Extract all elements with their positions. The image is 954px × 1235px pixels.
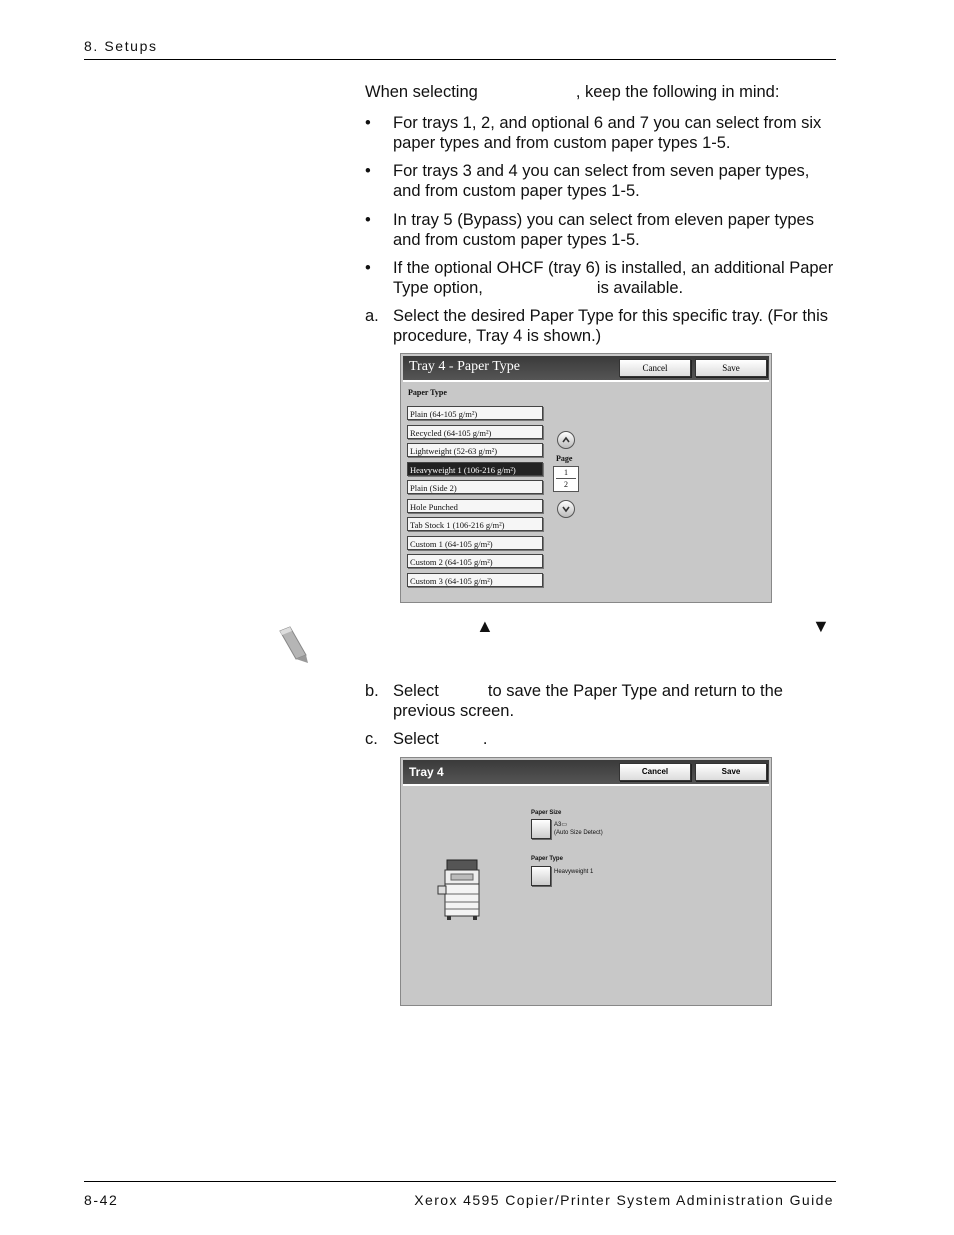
intro-before: When selecting bbox=[365, 83, 478, 101]
intro-paragraph bbox=[365, 82, 835, 102]
paper-type-value: Heavyweight 1 bbox=[554, 869, 594, 875]
step-text-before: Select bbox=[393, 682, 439, 700]
bullet-item-3 bbox=[365, 210, 837, 250]
step-text-after: . bbox=[482, 730, 488, 748]
save-button[interactable]: Save bbox=[695, 763, 767, 781]
paper-size-text: A3▭ bbox=[554, 822, 568, 828]
paper-size-value bbox=[554, 821, 603, 837]
down-arrow-icon: ▼ bbox=[812, 616, 830, 636]
paper-type-option[interactable]: Custom 1 (64-105 g/m²) bbox=[407, 536, 543, 550]
screen-titlebar bbox=[403, 760, 769, 786]
cancel-button[interactable]: Cancel bbox=[619, 359, 691, 377]
page-total: 2 bbox=[564, 480, 568, 489]
paper-type-option[interactable]: Plain (Side 2) bbox=[407, 480, 543, 494]
page-label: Page bbox=[556, 454, 573, 463]
page-down-button[interactable] bbox=[557, 500, 575, 518]
screen-title: Tray 4 - Paper Type bbox=[409, 359, 521, 374]
tray-settings-screen bbox=[400, 757, 772, 1006]
paper-type-option[interactable]: Recycled (64-105 g/m²) bbox=[407, 425, 543, 439]
bullet-marker: • bbox=[365, 114, 371, 132]
cancel-button[interactable]: Cancel bbox=[619, 763, 691, 781]
footer-title: Xerox 4595 Copier/Printer System Administration Guide bbox=[414, 1192, 834, 1208]
page-indicator bbox=[553, 466, 579, 492]
step-b bbox=[365, 681, 837, 721]
step-text-before: Select bbox=[393, 730, 439, 748]
paper-size-button[interactable] bbox=[531, 819, 551, 839]
note-pencil-icon bbox=[276, 625, 310, 665]
intro-after: , keep the following in mind: bbox=[575, 83, 780, 101]
header-rule bbox=[84, 59, 836, 60]
bullet-item-2 bbox=[365, 161, 837, 201]
paper-type-option[interactable]: Tab Stock 1 (106-216 g/m²) bbox=[407, 517, 543, 531]
paper-type-option[interactable]: Custom 3 (64-105 g/m²) bbox=[407, 573, 543, 587]
paper-type-button[interactable] bbox=[531, 866, 551, 886]
screen-title: Tray 4 bbox=[409, 765, 444, 779]
step-c bbox=[365, 729, 837, 749]
running-header: 8. Setups bbox=[84, 38, 158, 54]
page-number: 8-42 bbox=[84, 1192, 119, 1208]
bullet-marker: • bbox=[365, 259, 371, 277]
save-button[interactable]: Save bbox=[695, 359, 767, 377]
chevron-up-icon bbox=[561, 435, 571, 445]
footer-rule bbox=[84, 1181, 836, 1182]
printer-icon bbox=[437, 856, 487, 922]
step-marker: a. bbox=[365, 307, 379, 325]
paper-type-option[interactable]: Custom 2 (64-105 g/m²) bbox=[407, 554, 543, 568]
step-a bbox=[365, 306, 837, 346]
paper-type-label: Paper Type bbox=[531, 856, 563, 862]
step-marker: c. bbox=[365, 730, 378, 748]
step-marker: b. bbox=[365, 682, 379, 700]
up-arrow-icon: ▲ bbox=[476, 616, 494, 636]
bullet-text-after: is available. bbox=[596, 279, 684, 297]
page-up-button[interactable] bbox=[557, 431, 575, 449]
paper-type-option[interactable]: Plain (64-105 g/m²) bbox=[407, 406, 543, 420]
bullet-item-4 bbox=[365, 258, 837, 298]
page-current: 1 bbox=[564, 468, 568, 477]
paper-type-option[interactable]: Lightweight (52-63 g/m²) bbox=[407, 443, 543, 457]
bullet-text-before: If the optional OHCF (tray 6) is installed, an additional Paper Type option, bbox=[393, 259, 834, 297]
paper-type-screen bbox=[400, 353, 772, 603]
paper-type-option-selected[interactable]: Heavyweight 1 (106-216 g/m²) bbox=[407, 462, 543, 476]
bullet-text: In tray 5 (Bypass) you can select from eleven paper types and from custom paper types 1-5. bbox=[393, 211, 814, 249]
paper-size-label: Paper Size bbox=[531, 810, 562, 816]
bullet-item-1 bbox=[365, 113, 837, 153]
bullet-marker: • bbox=[365, 211, 371, 229]
screen-titlebar bbox=[403, 356, 769, 382]
chevron-down-icon bbox=[561, 504, 571, 514]
bullet-text: For trays 1, 2, and optional 6 and 7 you can select from six paper types and from custom paper types 1-5. bbox=[393, 114, 822, 152]
step-text-after: to save the Paper Type and return to the previous screen. bbox=[393, 682, 783, 720]
paper-size-subtext: (Auto Size Detect) bbox=[554, 830, 603, 836]
bullet-text: For trays 3 and 4 you can select from seven paper types, and from custom paper types 1-5. bbox=[393, 162, 810, 200]
paper-type-option[interactable]: Hole Punched bbox=[407, 499, 543, 513]
bullet-marker: • bbox=[365, 162, 371, 180]
step-text: Select the desired Paper Type for this specific tray. (For this procedure, Tray 4 is shown.) bbox=[393, 307, 828, 345]
paper-type-label: Paper Type bbox=[408, 388, 447, 397]
